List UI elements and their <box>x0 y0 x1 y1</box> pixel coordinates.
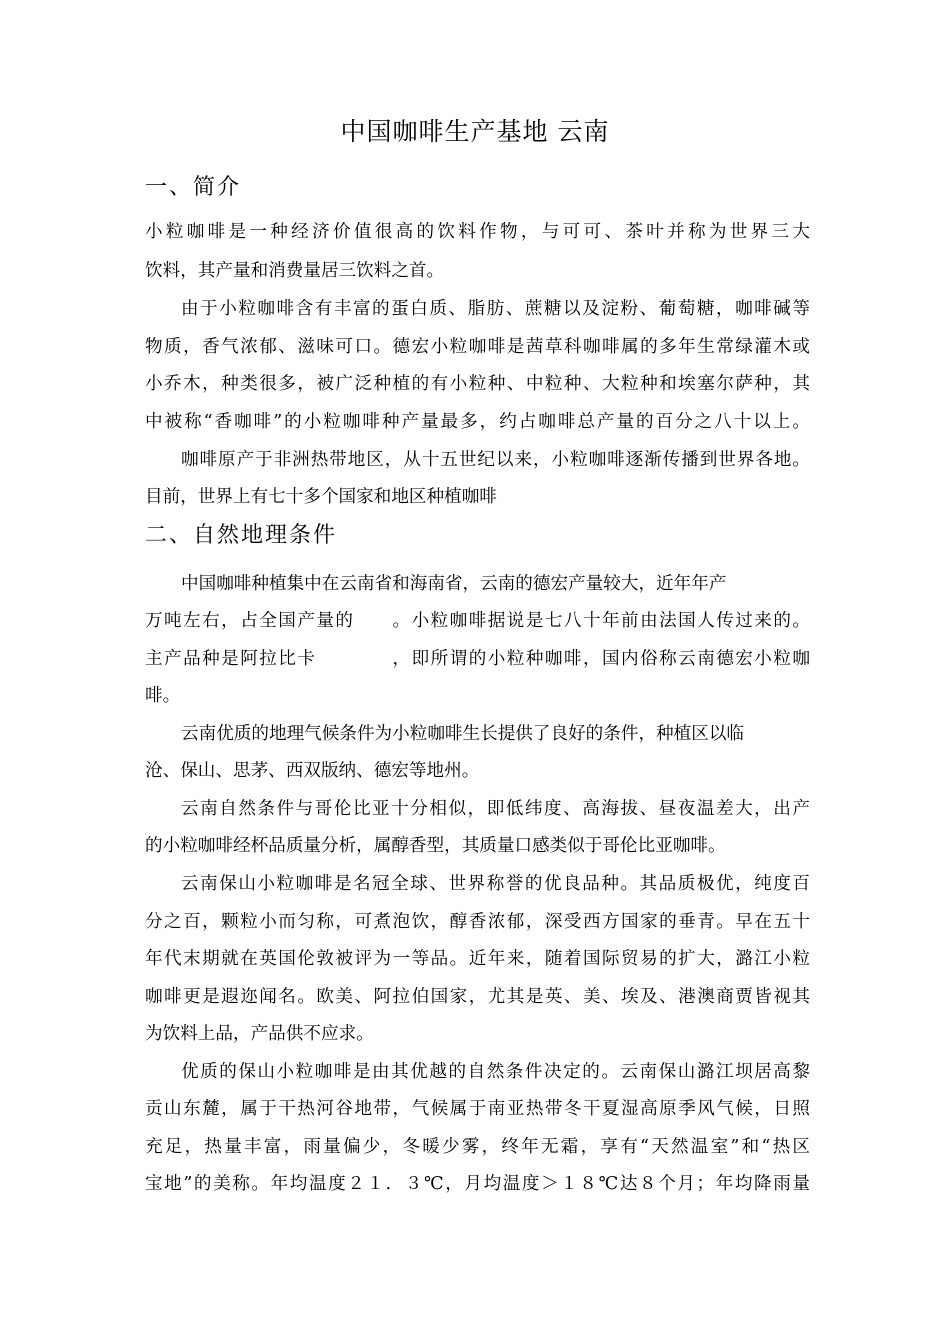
paragraph-line: 饮料，其产量和消费量居三饮料之首。 <box>145 261 445 281</box>
paragraph-line: 啡。 <box>145 686 181 706</box>
paragraph-line: 主产品种是阿拉比卡 ，即所谓的小粒种咖啡，国内俗称云南德宏小粒咖 <box>145 649 810 669</box>
paragraph-line: 咖啡更是遐迩闻名。欧美、阿拉伯国家，尤其是英、美、埃及、港澳商贾皆视其 <box>145 987 810 1007</box>
paragraph-line: 优质的保山小粒咖啡是由其优越的自然条件决定的。云南保山潞江坝居高黎 <box>181 1062 810 1082</box>
paragraph-line: 宝地”的美称。年均温度２１．３℃，月均温度＞１８℃达８个月；年均降雨量 <box>145 1174 810 1194</box>
document-title: 中国咖啡生产基地 云南 <box>340 117 610 146</box>
paragraph-line: 中被称“香咖啡”的小粒咖啡种产量最多，约占咖啡总产量的百分之八十以上。 <box>145 412 810 432</box>
paragraph-line: 贡山东麓，属于干热河谷地带，气候属于南亚热带冬干夏湿高原季风气候，日照 <box>145 1099 810 1119</box>
paragraph-line: 由于小粒咖啡含有丰富的蛋白质、脂肪、蔗糖以及淀粉、葡萄糖，咖啡碱等 <box>181 299 810 319</box>
paragraph-line: 咖啡原产于非洲热带地区，从十五世纪以来，小粒咖啡逐渐传播到世界各地。 <box>181 450 810 470</box>
paragraph-line: 为饮料上品，产品供不应求。 <box>145 1024 374 1044</box>
section-heading-geography: 二、自然地理条件 <box>145 523 338 548</box>
section-heading-intro: 一、简介 <box>145 175 242 200</box>
paragraph-line: 物质，香气浓郁、滋味可口。德宏小粒咖啡是茜草科咖啡属的多年生常绿灌木或 <box>145 337 810 357</box>
paragraph-line: 目前，世界上有七十多个国家和地区种植咖啡 <box>145 487 497 507</box>
paragraph-line: 分之百，颗粒小而匀称，可煮泡饮，醇香浓郁，深受西方国家的垂青。早在五十 <box>145 912 810 932</box>
paragraph-line: 万吨左右，占全国产量的 。小粒咖啡据说是七八十年前由法国人传过来的。 <box>145 611 810 631</box>
paragraph-line: 小粒咖啡是一种经济价值很高的饮料作物，与可可、茶叶并称为世界三大 <box>145 222 810 242</box>
paragraph-line: 小乔木，种类很多，被广泛种植的有小粒种、中粒种、大粒种和埃塞尔萨种，其 <box>145 374 810 394</box>
paragraph-line: 云南保山小粒咖啡是名冠全球、世界称誉的优良品种。其品质极优，纯度百 <box>181 874 810 894</box>
paragraph-line: 的小粒咖啡经杯品质量分析，属醇香型，其质量口感类似于哥伦比亚咖啡。 <box>145 836 726 856</box>
paragraph-line: 沧、保山、思茅、西双版纳、德宏等地州。 <box>145 761 480 781</box>
paragraph-line: 云南自然条件与哥伦比亚十分相似，即低纬度、高海拔、昼夜温差大，出产 <box>181 799 810 819</box>
paragraph-line: 云南优质的地理气候条件为小粒咖啡生长提供了良好的条件，种植区以临 <box>181 724 745 744</box>
paragraph-line: 中国咖啡种植集中在云南省和海南省，云南的德宏产量较大，近年年产 <box>181 574 727 594</box>
paragraph-line: 充足，热量丰富，雨量偏少，冬暖少雾，终年无霜，享有“天然温室”和“热区 <box>145 1137 810 1157</box>
paragraph-line: 年代末期就在英国伦敦被评为一等品。近年来，随着国际贸易的扩大，潞江小粒 <box>145 949 810 969</box>
